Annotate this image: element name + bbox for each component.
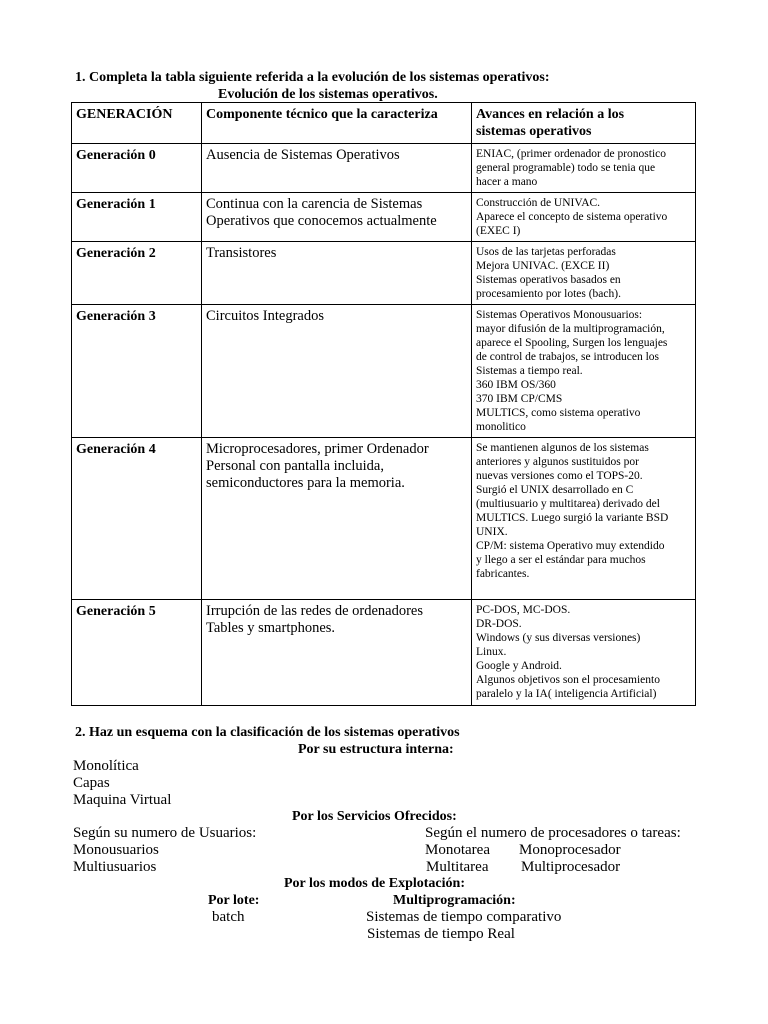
advances-line: MULTICS, como sistema operativo [476, 407, 641, 419]
generation-cell: Generación 2 [72, 242, 202, 305]
component-line: Continua con la carencia de Sistemas [206, 196, 423, 212]
users-heading: Según su numero de Usuarios: [73, 825, 257, 841]
component-line: Circuitos Integrados [206, 308, 324, 324]
advances-line: PC-DOS, MC-DOS. [476, 604, 571, 616]
table-header-row [72, 103, 696, 144]
advances-line: Construcción de UNIVAC. [476, 197, 601, 209]
users-item-multi: Multiusuarios [73, 859, 157, 875]
table-row [72, 438, 696, 600]
component-line: Ausencia de Sistemas Operativos [206, 147, 400, 163]
component-line: semiconductores para la memoria. [206, 475, 405, 491]
advances-line: Mejora UNIVAC. (EXCE II) [476, 260, 610, 272]
multiprogramming-item-shared-time: Sistemas de tiempo comparativo [366, 909, 562, 925]
users-item-mono: Monousuarios [73, 842, 159, 858]
header-advances [472, 103, 696, 144]
advances-line: procesamiento por lotes (bach). [476, 288, 621, 300]
advances-cell [472, 305, 696, 438]
advances-line: mayor difusión de la multiprogramación, [476, 323, 665, 335]
generation-cell: Generación 5 [72, 600, 202, 706]
advances-cell [472, 144, 696, 193]
advances-line: (EXEC I) [476, 225, 521, 237]
advances-line: y llego a ser el estándar para muchos [476, 554, 646, 566]
advances-line: 370 IBM CP/CMS [476, 393, 563, 405]
table-caption: Evolución de los sistemas operativos. [218, 87, 438, 102]
component-cell [202, 242, 472, 305]
services-heading: Por los Servicios Ofrecidos: [292, 809, 457, 824]
exploitation-heading: Por los modos de Explotación: [284, 876, 465, 891]
generation-cell: Generación 3 [72, 305, 202, 438]
multiprogramming-heading: Multiprogramación: [393, 893, 516, 908]
component-cell [202, 193, 472, 242]
advances-line: hacer a mano [476, 176, 538, 188]
advances-line: paralelo y la IA( inteligencia Artificial) [476, 688, 657, 700]
structure-heading: Por su estructura interna: [298, 742, 454, 757]
advances-line: Sistemas Operativos Monousuarios: [476, 309, 643, 321]
processors-heading: Según el numero de procesadores o tareas: [425, 825, 681, 841]
header-advances-line-1: Avances en relación a los [476, 107, 625, 122]
structure-item-monolithic: Monolítica [73, 758, 139, 774]
advances-line: Surgió el UNIX desarrollado en C [476, 484, 634, 496]
advances-line: 360 IBM OS/360 [476, 379, 556, 391]
generation-cell: Generación 4 [72, 438, 202, 600]
advances-line: Usos de las tarjetas perforadas [476, 246, 616, 258]
tasks-item-mono: Monotarea [425, 842, 490, 858]
header-generation: GENERACIÓN [72, 103, 202, 144]
tasks-item-multi: Multitarea [426, 859, 489, 875]
advances-cell [472, 242, 696, 305]
advances-line: Sistemas operativos basados en [476, 274, 621, 286]
generation-cell: Generación 1 [72, 193, 202, 242]
multiprogramming-item-real-time: Sistemas de tiempo Real [367, 926, 515, 942]
table-row [72, 193, 696, 242]
advances-line: UNIX. [476, 526, 508, 538]
advances-line: aparece el Spooling, Surgen los lenguajes [476, 337, 668, 349]
component-line: Microprocesadores, primer Ordenador [206, 441, 429, 457]
header-component: Componente técnico que la caracteriza [202, 103, 472, 144]
advances-line: de control de trabajos, se introducen los [476, 351, 659, 363]
advances-line: Windows (y sus diversas versiones) [476, 632, 641, 644]
advances-line: general programable) todo se tenia que [476, 162, 656, 174]
advances-line: nuevas versiones como el TOPS-20. [476, 470, 643, 482]
processor-item-multi: Multiprocesador [521, 859, 621, 875]
advances-cell [472, 438, 696, 600]
advances-line: ENIAC, (primer ordenador de pronostico [476, 148, 667, 160]
advances-line: Linux. [476, 646, 507, 658]
question-2-title: 2. Haz un esquema con la clasificación de los sistemas operativos [75, 725, 460, 740]
component-line: Personal con pantalla incluida, [206, 458, 384, 474]
component-cell [202, 305, 472, 438]
advances-line: Se mantienen algunos de los sistemas [476, 442, 649, 454]
advances-line: monolitico [476, 421, 526, 433]
advances-line: (multiusuario y multitarea) derivado del [476, 498, 660, 510]
component-line: Operativos que conocemos actualmente [206, 213, 437, 229]
advances-line: anteriores y algunos sustituidos por [476, 456, 639, 468]
batch-heading: Por lote: [208, 893, 260, 908]
advances-line: MULTICS. Luego surgió la variante BSD [476, 512, 669, 524]
advances-line: DR-DOS. [476, 618, 522, 630]
generation-cell: Generación 0 [72, 144, 202, 193]
structure-item-layers: Capas [73, 775, 110, 791]
question-1-title: 1. Completa la tabla siguiente referida a la evolución de los sistemas operativos: [75, 70, 550, 85]
advances-line: CP/M: sistema Operativo muy extendido [476, 540, 665, 552]
evolution-table [71, 102, 696, 706]
component-line: Irrupción de las redes de ordenadores [206, 603, 424, 619]
table-row [72, 305, 696, 438]
advances-line: Google y Android. [476, 660, 562, 672]
advances-cell [472, 193, 696, 242]
table-row [72, 600, 696, 706]
advances-line: Algunos objetivos son el procesamiento [476, 674, 660, 686]
component-cell [202, 600, 472, 706]
advances-cell [472, 600, 696, 706]
advances-line: Sistemas a tiempo real. [476, 365, 583, 377]
header-advances-line-2: sistemas operativos [476, 124, 592, 139]
batch-item: batch [212, 909, 245, 925]
advances-line: Aparece el concepto de sistema operativo [476, 211, 668, 223]
table-row [72, 144, 696, 193]
advances-line: fabricantes. [476, 568, 530, 580]
processor-item-mono: Monoprocesador [519, 842, 621, 858]
component-cell [202, 438, 472, 600]
component-line: Tables y smartphones. [206, 620, 336, 636]
structure-item-virtual-machine: Maquina Virtual [73, 792, 172, 808]
component-cell [202, 144, 472, 193]
table-row [72, 242, 696, 305]
component-line: Transistores [206, 245, 277, 261]
